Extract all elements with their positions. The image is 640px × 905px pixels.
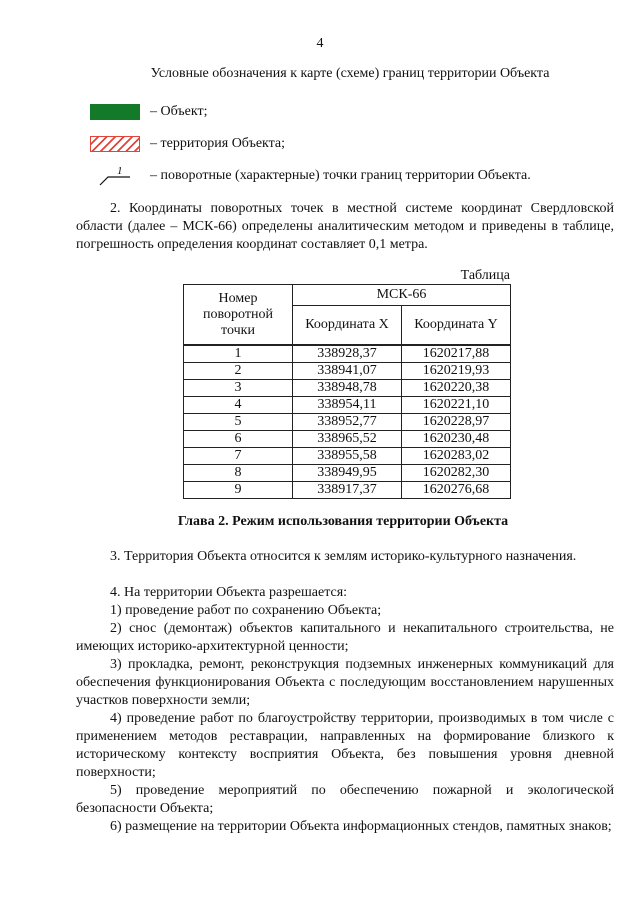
header-coord-x: Координата X <box>293 306 402 346</box>
red-hatch-swatch-icon <box>90 136 140 152</box>
legend-label-territory: – территория Объекта; <box>150 136 286 151</box>
header-point-number: Номер поворотной точки <box>184 285 293 346</box>
cell-point-number: 7 <box>184 448 293 465</box>
header-coord-y: Координата Y <box>402 306 511 346</box>
legend-item-object <box>90 102 207 122</box>
cell-point-number: 3 <box>184 380 293 397</box>
cell-point-number: 4 <box>184 397 293 414</box>
cell-coord-y: 1620230,48 <box>402 431 511 448</box>
green-fill-swatch-icon <box>90 104 140 120</box>
table-row <box>184 431 511 448</box>
table-row <box>184 380 511 397</box>
page-number: 4 <box>316 36 324 51</box>
paragraph-4-5: 5) проведение мероприятий по обеспечению пожарной и экологической безопасности Объекта; <box>76 783 614 816</box>
paragraph-4-2: 2) снос (демонтаж) объектов капитального и некапитального строительства, не имеющих историко-архитектурной ценности; <box>76 621 614 654</box>
cell-coord-y: 1620217,88 <box>402 345 511 363</box>
paragraph-4-1: 1) проведение работ по сохранению Объекта; <box>110 603 382 618</box>
table-row <box>184 482 511 499</box>
legend-item-points <box>90 166 531 186</box>
cell-point-number: 6 <box>184 431 293 448</box>
cell-coord-x: 338954,11 <box>293 397 402 414</box>
legend-label-object: – Объект; <box>150 104 208 119</box>
cell-coord-y: 1620282,30 <box>402 465 511 482</box>
cell-coord-y: 1620220,38 <box>402 380 511 397</box>
coordinates-table <box>183 284 511 499</box>
legend-label-points: – поворотные (характерные) точки границ территории Объекта. <box>150 168 531 183</box>
cell-coord-x: 338965,52 <box>293 431 402 448</box>
table-row <box>184 414 511 431</box>
paragraph-4: 4. На территории Объекта разрешается: <box>110 585 348 600</box>
cell-coord-x: 338952,77 <box>293 414 402 431</box>
paragraph-3: 3. Территория Объекта относится к землям историко-культурного назначения. <box>110 549 577 564</box>
table-caption: Таблица <box>460 268 510 283</box>
cell-point-number: 8 <box>184 465 293 482</box>
header-system: МСК-66 <box>293 285 511 306</box>
cell-point-number: 9 <box>184 482 293 499</box>
turning-point-marker-icon <box>90 163 140 189</box>
cell-coord-y: 1620283,02 <box>402 448 511 465</box>
table-row <box>184 465 511 482</box>
table-row <box>184 397 511 414</box>
cell-coord-y: 1620221,10 <box>402 397 511 414</box>
legend-title: Условные обозначения к карте (схеме) границ территории Объекта <box>150 66 550 81</box>
legend-item-territory <box>90 134 285 154</box>
table-row <box>184 345 511 363</box>
cell-point-number: 1 <box>184 345 293 363</box>
cell-coord-y: 1620228,97 <box>402 414 511 431</box>
cell-coord-y: 1620276,68 <box>402 482 511 499</box>
cell-point-number: 5 <box>184 414 293 431</box>
cell-coord-y: 1620219,93 <box>402 363 511 380</box>
paragraph-coordinates: 2. Координаты поворотных точек в местной системе координат Свердловской области (далее – МСК-66) определены аналитическим методом и приведены в таблице, погрешность определения координат составляет 0,1 метра. <box>76 201 614 252</box>
cell-point-number: 2 <box>184 363 293 380</box>
paragraph-4-6: 6) размещение на территории Объекта информационных стендов, памятных знаков; <box>110 819 612 834</box>
cell-coord-x: 338955,58 <box>293 448 402 465</box>
turning-point-marker-number: 1 <box>117 165 123 177</box>
cell-coord-x: 338941,07 <box>293 363 402 380</box>
cell-coord-x: 338917,37 <box>293 482 402 499</box>
cell-coord-x: 338948,78 <box>293 380 402 397</box>
cell-coord-x: 338949,95 <box>293 465 402 482</box>
table-header-row <box>184 285 511 306</box>
paragraph-4-4: 4) проведение работ по благоустройству территории, производимых в том числе с применением методов реставрации, направленных на формирование близкого к историческому контексту восприятия Объекта, без повышения уровня дневной поверхности; <box>76 711 614 780</box>
chapter-title: Глава 2. Режим использования территории Объекта <box>177 514 509 529</box>
paragraph-4-3: 3) прокладка, ремонт, реконструкция подземных инженерных коммуникаций для обеспечения функционирования Объекта с последующим восстановлением нарушенных участков поверхности земли; <box>76 657 614 708</box>
table-row <box>184 448 511 465</box>
table-row <box>184 363 511 380</box>
cell-coord-x: 338928,37 <box>293 345 402 363</box>
